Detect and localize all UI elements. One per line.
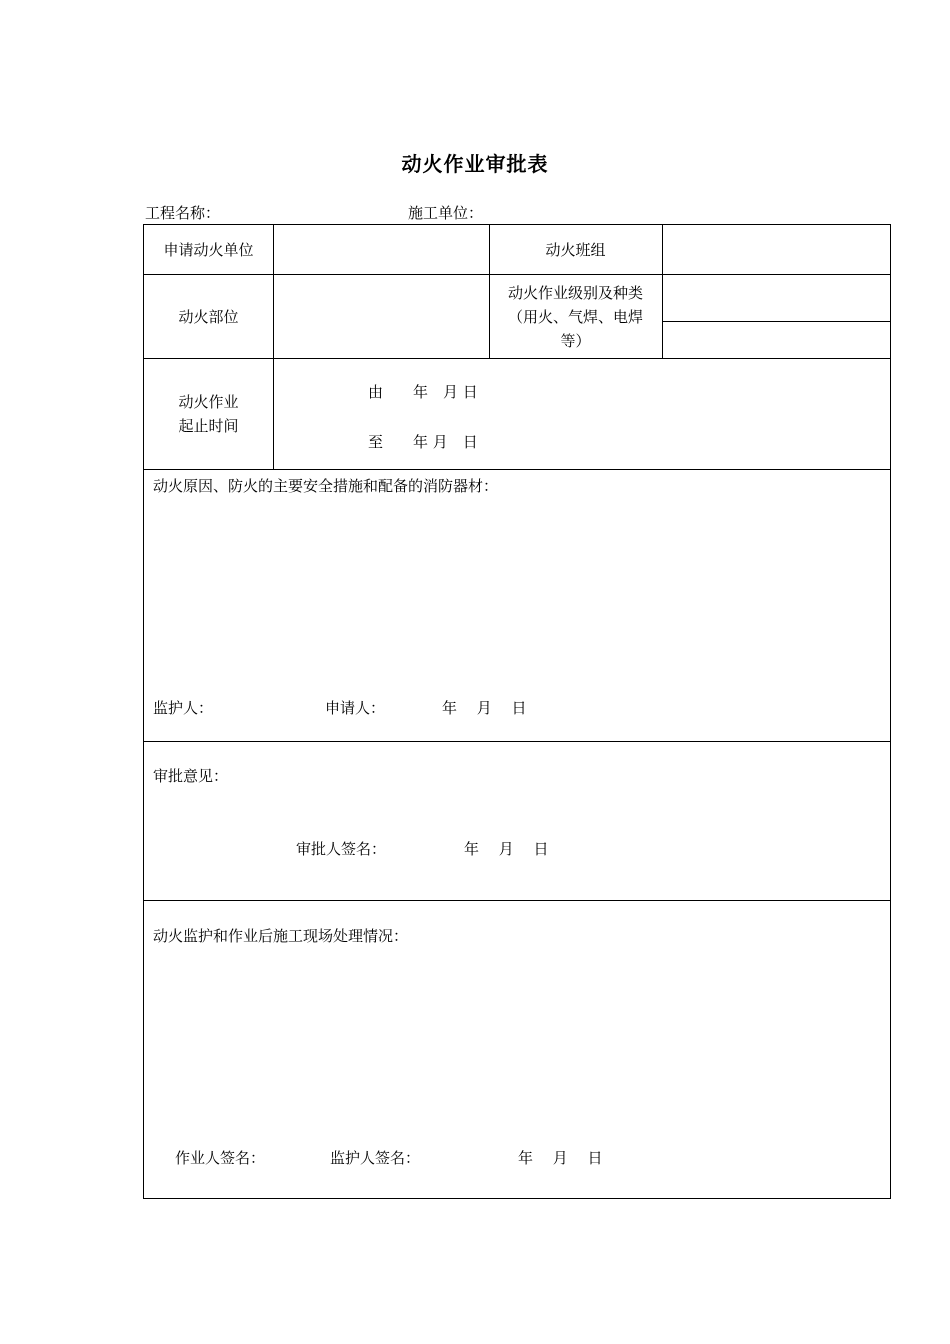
applicant-label: 申请人： [325,699,386,717]
row-divider [662,321,890,322]
reason-label: 动火原因、防火的主要安全措施和配备的消防器材： [153,477,499,495]
row-divider [144,741,890,742]
row-divider [144,469,890,470]
level-type-label-line: 动火作业级别及种类 [507,284,643,302]
applicant-unit-label: 申请动火单位 [163,241,254,259]
approval-form-table [143,224,891,1199]
project-name-label: 工程名称： [145,204,221,222]
level-type-label [489,281,662,353]
guardian-label: 监护人： [153,699,214,717]
team-label: 动火班组 [545,241,606,259]
applicant-date: 年 月 日 [442,699,527,717]
aftercare-date: 年 月 日 [518,1149,603,1167]
aftercare-label: 动火监护和作业后施工现场处理情况： [153,927,409,945]
document-title: 动火作业审批表 [401,152,549,176]
period-from: 由 年 月 日 [368,383,478,401]
period-label-line: 起止时间 [178,417,239,435]
location-label: 动火部位 [178,308,239,326]
period-to: 至 年 月 日 [368,433,478,451]
guardian-sign-label: 监护人签名： [330,1149,421,1167]
approver-sign-label: 审批人签名： [296,840,387,858]
period-label-line: 动火作业 [178,393,239,411]
approval-label: 审批意见： [153,767,229,785]
row-divider [144,900,890,901]
level-type-label-line: 等） [560,332,591,350]
row-divider [144,274,890,275]
worker-sign-label: 作业人签名： [175,1149,266,1167]
period-label [144,390,273,438]
column-divider [662,225,663,358]
row-divider [144,358,890,359]
contractor-label: 施工单位： [408,204,484,222]
approver-date: 年 月 日 [464,840,549,858]
level-type-label-line: （用火、气焊、电焊 [507,308,643,326]
column-divider [273,225,274,469]
